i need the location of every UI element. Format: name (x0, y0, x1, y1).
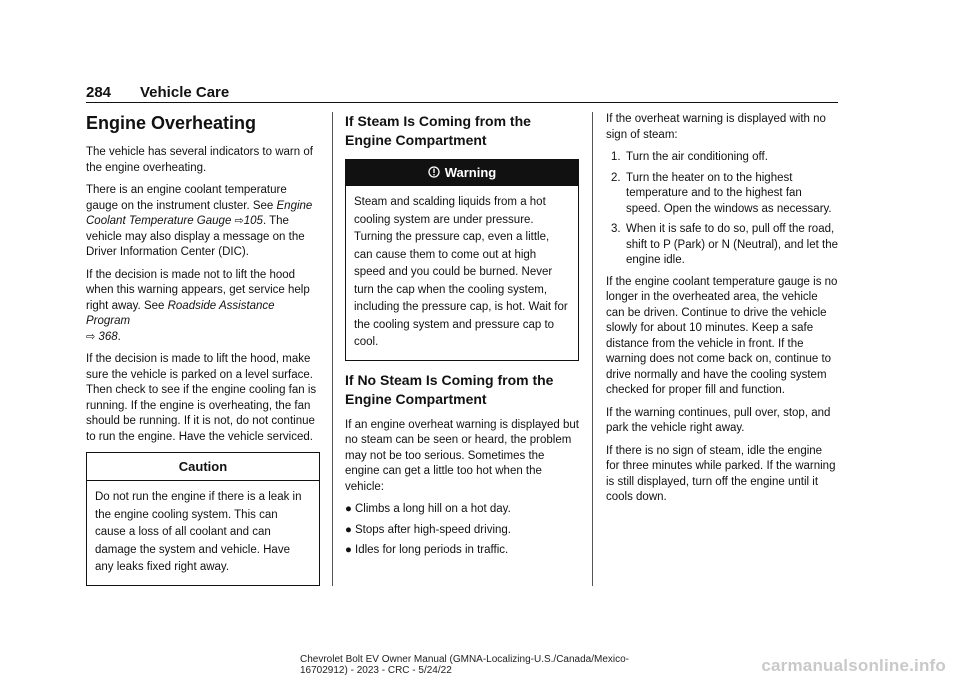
page-ref-icon: ⇨ (234, 215, 244, 227)
column-1 (86, 112, 320, 586)
list-item: ● Climbs a long hill on a hot day. (345, 502, 579, 518)
column-divider (592, 112, 593, 586)
column-2 (345, 112, 579, 565)
paragraph: The vehicle has several indicators to warn of the engine overheating. (86, 146, 313, 174)
roadside-assistance-link[interactable]: Roadside Assistance Program (86, 299, 275, 327)
bullet-icon: ● (345, 544, 352, 556)
list-item: ● Stops after high-speed driving. (345, 523, 579, 539)
page-ref-number[interactable]: 368 (98, 330, 118, 343)
engine-overheating-heading: Engine Overheating (86, 113, 257, 133)
column-3 (606, 112, 838, 513)
paragraph: If there is no sign of steam, idle the engine for three minutes while parked. If the warning is still displayed, turn off the engine until it cools down. (606, 444, 836, 503)
page-number: 284 (86, 84, 112, 101)
paragraph: If the decision is made to lift the hood, make sure the vehicle is parked on a level surface. Then check to see if the engine cooling fan is running. If the engine is overheating, the fan should be running. If it is not, do not continue to run the engine. Have the vehicle serviced. (86, 353, 317, 443)
no-steam-heading: If No Steam Is Coming from the Engine Compartment (345, 371, 554, 407)
paragraph: If the overheat warning is displayed with no sign of steam: (606, 113, 826, 141)
warning-title: Warning (444, 165, 497, 180)
warning-box (345, 159, 579, 361)
warning-icon (428, 166, 440, 181)
list-item: 2. Turn the heater on to the highest temperature and to the highest fan speed. Open the windows as necessary. (611, 171, 832, 215)
list-item: ● Idles for long periods in traffic. (345, 543, 579, 559)
page-ref-number[interactable]: 105 (243, 215, 263, 227)
footer-date: 16702912) - 2023 - CRC - 5/24/22 (300, 665, 452, 676)
coolant-gauge-link[interactable]: Engine Coolant Temperature Gauge (86, 199, 313, 227)
header-rule (86, 102, 838, 103)
footer-manual-title: Chevrolet Bolt EV Owner Manual (GMNA-Localizing-U.S./Canada/Mexico- (300, 654, 630, 665)
watermark: carmanualsonline.info (761, 656, 946, 675)
paragraph: If the warning continues, pull over, stop, and park the vehicle right away. (606, 406, 831, 434)
list-item: 1. Turn the air conditioning off. (611, 151, 768, 163)
bullet-list (345, 502, 579, 559)
caution-text: Do not run the engine if there is a leak in the engine cooling system. This can cause a loss of all coolant and can damage the system and vehicle. Have any leaks fixed right away. (95, 491, 302, 573)
paragraph: If the engine coolant temperature gauge is no longer in the overheated area, the vehicle can be driven. Continue to drive the vehicle slowly for about 10 minutes. Keep a safe distance from the vehicle in front. If the warning does not come back on, continue to drive normally and have the cooling system checked for proper fill and function. (606, 275, 838, 396)
paragraph: If the decision is made not to lift the hood when this warning appears, get service help right away. See Roadside Assistance Program ⇨ 368. (86, 268, 310, 343)
numbered-list (606, 150, 838, 269)
page-ref-icon: ⇨ (86, 330, 96, 343)
section-title: Vehicle Care (140, 84, 230, 101)
caution-title: Caution (87, 453, 319, 481)
caution-box (86, 452, 320, 586)
page-footer (0, 648, 960, 678)
warning-header (346, 160, 578, 186)
steam-heading: If Steam Is Coming from the Engine Compartment (345, 113, 531, 148)
warning-text: Steam and scalding liquids from a hot cooling system are under pressure. Turning the pressure cap, even a little, can cause them to come out at high speed and you could be burned. Never turn the cap when the cooling system, including the pressure cap, is hot. Wait for the cooling system and pressure cap to cool. (354, 196, 568, 348)
bullet-icon: ● (345, 523, 352, 536)
column-divider (332, 112, 333, 586)
paragraph: If an engine overheat warning is displayed but no steam can be seen or heard, the problem may not be too serious. Sometimes the engine can get a little too hot when the vehicle: (345, 418, 579, 493)
bullet-icon: ● (345, 503, 352, 515)
list-item: 3. When it is safe to do so, pull off the road, shift to P (Park) or N (Neutral), and let the engine idle. (611, 223, 838, 266)
paragraph: There is an engine coolant temperature gauge on the instrument cluster. See Engine Coolant Temperature Gauge ⇨105. The vehicle may also display a message on the Driver Information Center (DIC). (86, 184, 313, 258)
